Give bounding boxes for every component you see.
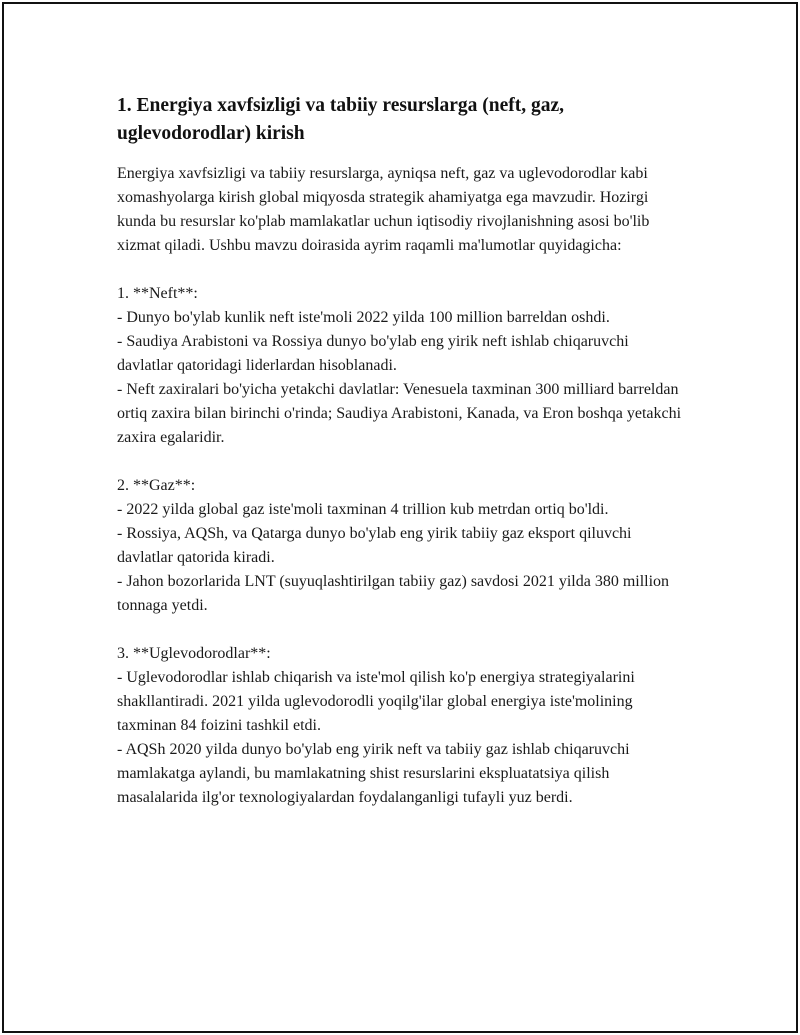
uglevodorodlar-item-2: - AQSh 2020 yilda dunyo bo'ylab eng yirik neft va tabiiy gaz ishlab chiqaruvchi mamlakatga aylandi, bu mamlakatning shist resurslarini ekspluatatsiya qilish masalalarida ilg'or texnologiyalardan foydalanganligi tufayli yuz berdi.	[117, 741, 630, 806]
gaz-item-3: - Jahon bozorlarida LNT (suyuqlashtirilgan tabiiy gaz) savdosi 2021 yilda 380 million tonnaga yetdi.	[117, 573, 670, 614]
neft-item-2: - Saudiya Arabistoni va Rossiya dunyo bo'ylab eng yirik neft ishlab chiqaruvchi davlatlar qatoridagi liderlardan hisoblanadi.	[117, 333, 629, 374]
neft-item-1: - Dunyo bo'ylab kunlik neft iste'moli 2022 yilda 100 million barreldan oshdi.	[117, 309, 610, 326]
intro-paragraph: Energiya xavfsizligi va tabiiy resurslarga, ayniqsa neft, gaz va uglevodorodlar kabi xomashyolarga kirish global miqyosda strategik ahamiyatga ega mavzudir. Hozirgi kunda bu resurslar ko'plab mamlakatlar uchun iqtisodiy rivojlanishning asosi bo'lib xizmat qiladi. Ushbu mavzu doirasida ayrim raqamli ma'lumotlar quyidagicha:	[117, 165, 650, 254]
document-body	[117, 162, 685, 810]
document-heading: 1. Energiya xavfsizligi va tabiiy resurslarga (neft, gaz, uglevodorodlar) kirish	[117, 95, 565, 144]
section-title-gaz: 2. **Gaz**:	[117, 477, 196, 494]
section-title-uglevodorodlar: 3. **Uglevodorodlar**:	[117, 645, 271, 662]
uglevodorodlar-item-1: - Uglevodorodlar ishlab chiqarish va iste'mol qilish ko'p energiya strategiyalarini shakllantiradi. 2021 yilda uglevodorodli yoqilg'ilar global energiya iste'molining taxminan 84 foizini tashkil etdi.	[117, 669, 635, 734]
gaz-item-1: - 2022 yilda global gaz iste'moli taxminan 4 trillion kub metrdan ortiq bo'ldi.	[117, 501, 609, 518]
section-title-neft: 1. **Neft**:	[117, 285, 198, 302]
document-content	[117, 92, 685, 810]
neft-item-3: - Neft zaxiralari bo'yicha yetakchi davlatlar: Venesuela taxminan 300 milliard barreldan ortiq zaxira bilan birinchi o'rinda; Saudiya Arabistoni, Kanada, va Eron boshqa yetakchi zaxira egalaridir.	[117, 381, 682, 446]
gaz-item-2: - Rossiya, AQSh, va Qatarga dunyo bo'ylab eng yirik tabiiy gaz eksport qiluvchi davlatlar qatorida kiradi.	[117, 525, 632, 566]
